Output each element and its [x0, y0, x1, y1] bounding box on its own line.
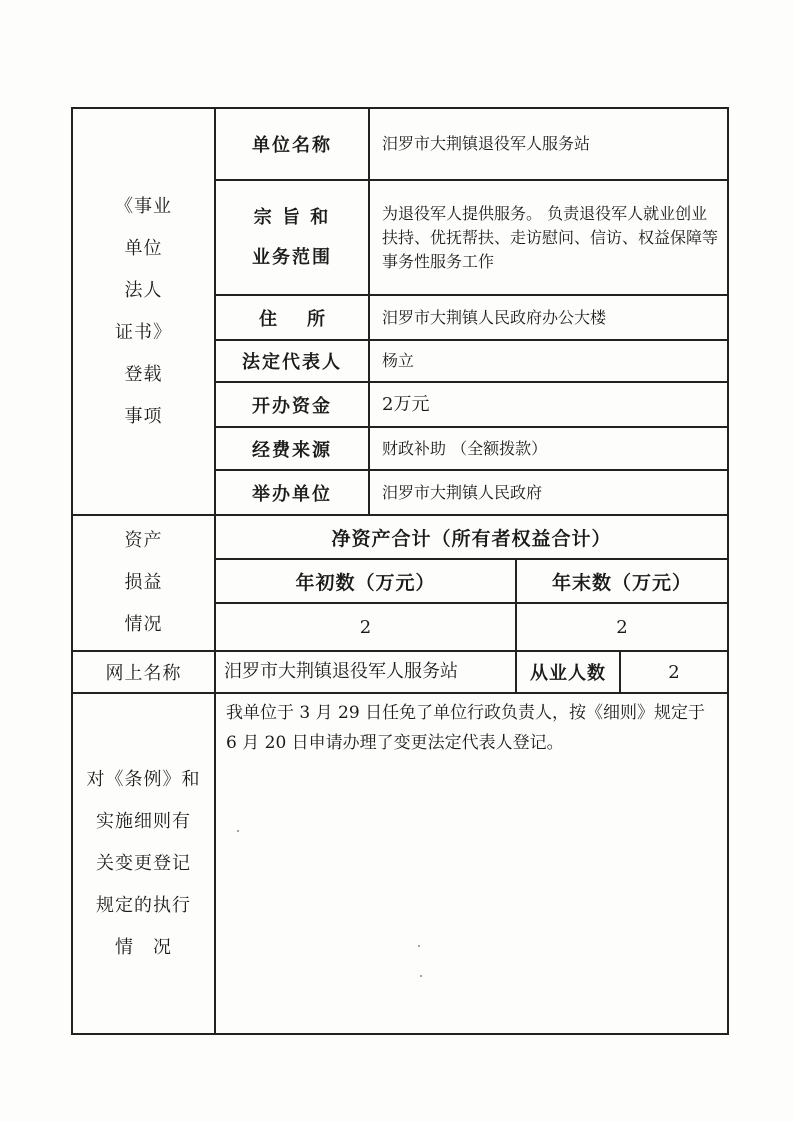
- scan-speck: [418, 945, 420, 947]
- staff-count-value: 2: [620, 651, 728, 693]
- staff-count-label: 从业人数: [516, 651, 620, 693]
- purpose-label-line: 宗 旨 和: [253, 206, 331, 228]
- funding-source-label: 经费来源: [215, 427, 369, 470]
- category-line: 关变更登记: [96, 852, 191, 874]
- compliance-text: 我单位于 3 月 29 日任免了单位行政负责人，按《细则》规定于 6 月 20 日申请办理了变更法定代表人登记。: [215, 693, 728, 1034]
- purpose-scope-label: [215, 180, 369, 295]
- end-of-year-header: 年末数（万元）: [516, 559, 728, 603]
- unit-name-label: 单位名称: [215, 108, 369, 180]
- category-line: 证书》: [115, 321, 172, 343]
- category-line: 情况: [124, 614, 163, 635]
- category-line: 损益: [124, 572, 163, 593]
- assets-category: [72, 515, 215, 651]
- end-of-year-value: 2: [516, 603, 728, 651]
- sponsor-label: 举办单位: [215, 470, 369, 515]
- scope-label-line: 业务范围: [252, 246, 332, 268]
- funding-source-value: 财政补助 （全额拨款）: [369, 427, 728, 470]
- category-line: 事项: [124, 405, 163, 427]
- category-line: 法人: [124, 279, 163, 301]
- capital-value: 2万元: [369, 382, 728, 427]
- legal-rep-value: 杨立: [369, 340, 728, 382]
- capital-label: 开办资金: [215, 382, 369, 427]
- scan-speck: [237, 830, 239, 832]
- address-value: 汨罗市大荆镇人民政府办公大楼: [369, 295, 728, 340]
- category-line: 单位: [124, 237, 163, 259]
- legal-rep-label: 法定代表人: [215, 340, 369, 382]
- category-line: 情 况: [115, 936, 172, 958]
- online-name-label: 网上名称: [72, 651, 215, 693]
- sponsor-value: 汨罗市大荆镇人民政府: [369, 470, 728, 515]
- registration-report-table: [71, 107, 729, 1035]
- online-name-value: 汨罗市大荆镇退役军人服务站: [215, 651, 516, 693]
- net-assets-header: 净资产合计（所有者权益合计）: [215, 515, 728, 559]
- start-of-year-value: 2: [215, 603, 516, 651]
- category-line: 实施细则有: [96, 810, 191, 832]
- address-label: 住所: [215, 295, 369, 340]
- category-line: 资产: [124, 530, 163, 551]
- category-line: 对《条例》和: [86, 768, 201, 790]
- purpose-scope-value: 为退役军人提供服务。 负责退役军人就业创业扶持、优抚帮扶、走访慰问、信访、权益保障等事务性服务工作: [369, 180, 728, 295]
- category-line: 规定的执行: [96, 894, 191, 916]
- category-line: 《事业: [115, 195, 172, 217]
- compliance-category: [72, 693, 215, 1034]
- start-of-year-header: 年初数（万元）: [215, 559, 516, 603]
- scan-speck: [420, 975, 422, 977]
- certificate-items-category: [72, 108, 215, 515]
- unit-name-value: 汨罗市大荆镇退役军人服务站: [369, 108, 728, 180]
- category-line: 登载: [124, 363, 163, 385]
